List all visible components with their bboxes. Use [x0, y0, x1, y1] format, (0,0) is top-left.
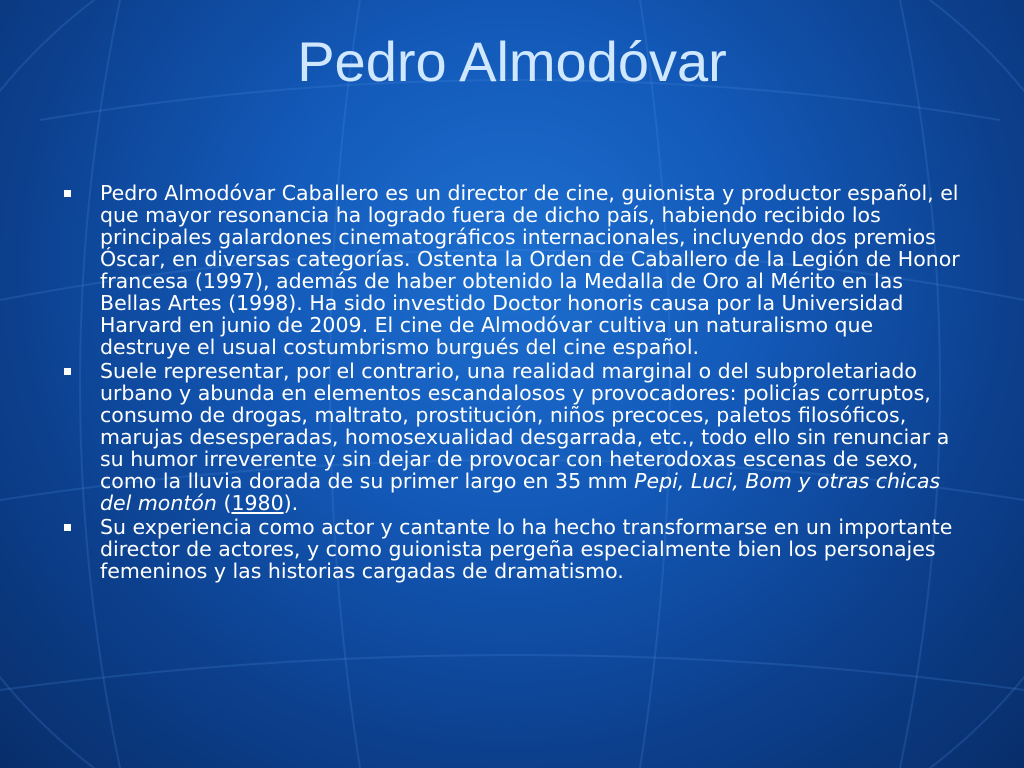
bullet-list [60, 182, 970, 584]
bullet-text: Su experiencia como actor y cantante lo ha hecho transformarse en un importante director de actores, y como guionista pergeña especialmente bien los personajes femeninos y las historias cargadas de dramatismo. [100, 515, 953, 583]
square-bullet-icon [64, 368, 71, 375]
paren-open: ( [216, 491, 232, 515]
year-link[interactable]: 1980 [231, 491, 284, 515]
slide-title: Pedro Almodóvar [297, 30, 727, 93]
bullet-text: Pedro Almodóvar Caballero es un director de cine, guionista y productor español, el que mayor resonancia ha logrado fuera de dicho país, habiendo recibido los principales galardones cinematográficos internacionales, incluyendo dos premios Óscar, en diversas categorías. Ostenta la Orden de Caballero de la Legión de Honor francesa (1997), además de haber obtenido la Medalla de Oro al Mérito en las Bellas Artes (1998). Ha sido investido Doctor honoris causa por la Universidad Harvard en junio de 2009. El cine de Almodóvar cultiva un naturalismo que destruye el usual costumbrismo burgués del cine español. [100, 181, 960, 359]
bullet-item [60, 182, 970, 358]
bullet-item [60, 360, 970, 514]
bullet-item [60, 516, 970, 582]
square-bullet-icon [64, 190, 71, 197]
film-title: Pepi, Luci, Bom y otras chicas del montón [100, 469, 941, 515]
square-bullet-icon [64, 524, 71, 531]
bullet-text: Suele representar, por el contrario, una realidad marginal o del subproletariado urbano y abunda en elementos escandalosos y provocadores: policías corruptos, consumo de drogas, maltrato, prostitución, niños precoces, paletos filosóficos, marujas desesperadas, homosexualidad desgarrada, etc., todo ello sin renunciar a su humor irreverente y sin dejar de provocar con heterodoxas escenas de sexo, como la lluvia dorada de su primer largo en 35 mm [100, 359, 950, 493]
paren-close: ). [283, 491, 299, 515]
